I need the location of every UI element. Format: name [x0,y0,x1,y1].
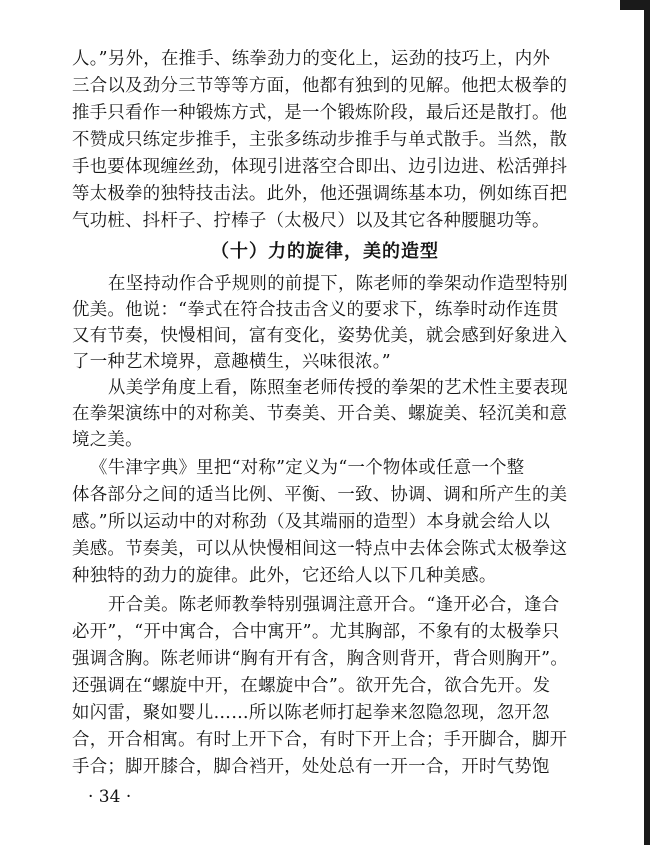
text-line: 合，开合相寓。有时上开下合，有时下开上合；手开脚合，脚开 [72,730,568,750]
text-line: 感。”所以运动中的对称劲（及其端丽的造型）本身就会给人以 [72,512,551,532]
paragraph-first-line: 《牛津字典》里把“对称”定义为“一个物体或任意一个整 [90,458,525,478]
section-heading: （十）力的旋律，美的造型 [211,241,439,262]
text-line: 强调含胸。陈老师讲“胸有开有含，胸含则背开，背合则胸开”。 [72,649,569,669]
paragraph-first-line: 从美学角度上看，陈照奎老师传授的拳架的艺术性主要表现 [108,378,568,398]
text-line: 手也要体现缠丝劲，体现引进落空合即出、边引边进、松活弹抖 [72,157,568,177]
text-line: 等太极拳的独特技击法。此外，他还强调练基本功，例如练百把 [72,184,568,204]
scan-corner-shadow [620,0,650,10]
text-line: 推手只看作一种锻炼方式，是一个锻炼阶段，最后还是散打。他 [72,103,568,123]
text-line: 三合以及劲分三节等等方面，他都有独到的见解。他把太极拳的 [72,76,568,96]
text-line: 在拳架演练中的对称美、节奏美、开合美、螺旋美、轻沉美和意 [72,404,568,424]
text-line: 体各部分之间的适当比例、平衡、一致、协调、调和所产生的美 [72,485,568,505]
text-line: 必开”，“开中寓合，合中寓开”。尤其胸部，不象有的太极拳只 [72,622,560,642]
text-line: 手合；脚开膝合，脚合裆开，处处总有一开一合，开时气势饱 [72,757,550,777]
page-number: · 34 · [88,787,132,807]
text-line: 气功桩、抖杆子、拧棒子（太极尺）以及其它各种腰腿功等。 [72,211,550,231]
text-line: 如闪雷，聚如婴儿……所以陈老师打起拳来忽隐忽现，忽开忽 [72,703,550,723]
text-line: 美感。节奏美，可以从快慢相间这一特点中去体会陈式太极拳这 [72,539,568,559]
text-line: 不赞成只练定步推手，主张多练动步推手与单式散手。当然，散 [72,130,568,150]
paragraph-first-line: 开合美。陈老师教拳特别强调注意开合。“逢开必合，逢合 [108,595,560,615]
text-line: 又有节奏，快慢相间，富有变化，姿势优美，就会感到好象进入 [72,326,568,346]
text-line: 境之美。 [72,430,143,450]
text-line: 还强调在“螺旋中开，在螺旋中合”。欲开先合，欲合先开。发 [72,676,551,696]
paragraph-first-line: 在坚持动作合乎规则的前提下，陈老师的拳架动作造型特别 [108,274,568,294]
text-line: 种独特的劲力的旋律。此外，它还给人以下几种美感。 [72,566,497,586]
text-line: 优美。他说：“拳式在符合技击含义的要求下，练拳时动作连贯 [72,300,559,320]
scan-edge-shadow [644,0,650,845]
text-line: 了一种艺术境界，意趣横生，兴味很浓。” [72,352,391,372]
text-line: 人。”另外，在推手、练拳劲力的变化上，运劲的技巧上，内外 [72,49,551,69]
